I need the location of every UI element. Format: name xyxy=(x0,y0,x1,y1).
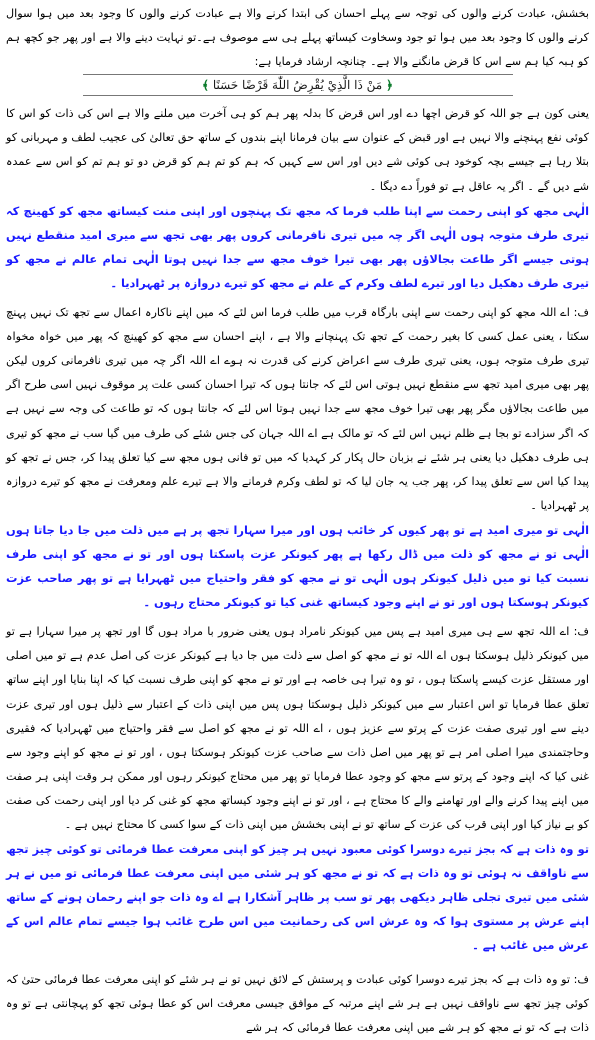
supplication-3: تو وہ ذات ہے کہ بجز تیرے دوسرا کوئی معبود نہیں ہر چیز کو اپنی معرفت عطا فرمائی تو کوئی چیز تجھ سے ناواقف نہ ہوئی تو وہ ذات ہے کہ تو نے مجھ کو ہر شئی میں اپنی معرفت عطا فرمائی تو میں نے ہر شئی میں تیری تجلی ظاہر دیکھی پھر تو سب پر ظاہر آشکارا ہے اے وہ ذات جو اپنے رحمان ہونے کے ساتھ اپنے عرش پر مستوی ہوا کہ وہ عرش اس کی رحمانیت میں اس طرح غائب ہوا جیسے تمام عالم اس کے عرش میں غائب ہے ۔ xyxy=(6,842,589,953)
verse-close-bracket: ﴾ xyxy=(201,78,209,93)
explanation-2: ف: اے اللہ تجھ سے ہی میری امید ہے پس میں کیونکر نامراد ہوں یعنی ضرور با مراد ہوں گا اور تجھ پر میرا سہارا ہے تو میں کیونکر ذلیل ہوسکتا ہوں اے اللہ تو نے مجھ کو اصل سے ذلت میں جا دیا ہے کیونکر عزت کی اصل عدم ہے تو میں اصلی اور مستقل عزت کیسے پاسکتا ہوں ، تو وہ تیرا ہی خاصہ ہے اور تو نے مجھ کو اپنی طرف نسبت کیا کہ اپنا بنایا اور اپنے ساتھ تعلق عطا فرمایا تو اس اعتبار سے میں کیونکر ذلیل ہوسکتا ہوں پس میں اپنی ذات کے اعتبار سے ذلیل ہوں اور تیری عزت دینے سے اور تیری صفت عزت کے پرتو سے عزیز ہوں ، اے اللہ تو نے مجھ کو اصل سے فقر واحتیاج میں ٹھہرادیا کہ فقیری وحاجتمندی میرا اصلی امر ہے تو پھر میں اصل ذات سے صاحب عزت کیونکر ہوسکتا ہوں ، اور تو نے مجھ کو اپنے وجود سے غنی کیا کہ اپنے وجود کے پرتو سے مجھ کو وجود عطا فرمایا تو پھر میں محتاج کیونکر رہوں اور ممکن ہر وقت اپنی ہر صفت میں اپنے پیدا کرنے والے اور تھامنے والے کا محتاج ہے ، اور تو نے اپنے وجود کیساتھ مجھ کو غنی کر دیا اور اپنی رحمت کی صفت کو بے نیاز کیا اور اپنی قرب کی عزت کے ساتھ تو نے اپنی بخشش میں اپنی ذات کے سوا کسی کا محتاج نہیں ہے ۔ xyxy=(6,625,589,831)
quran-verse xyxy=(83,74,513,96)
verse-text: مَنْ ذَا الَّذِيْ يُقْرِضُ اللّٰهَ قَرْضًا حَسَنًا xyxy=(212,78,383,93)
verse-open-bracket: ﴿ xyxy=(386,78,394,93)
explanation-1: ف: اے اللہ مجھ کو اپنی رحمت سے اپنی بارگاہ قرب میں طلب فرما اس لئے کہ میں اپنے ناکارہ اعمال سے تجھ تک نہیں پہنچ سکتا ، یعنی عمل کسی کا بغیر رحمت کے تجھ تک پہنچانے والا ہے ، اپنے احسان سے مجھ کو کھینچ کہ پھر میں خواہ مخواہ تیری طرف متوجہ ہوں، یعنی تیری طرف سے اعراض کرنے کی قدرت نہ ہوے اے اللہ اگر چہ میں تیری نافرمانی کروں لیکن پھر بھی میری امید تجھ سے منقطع نہیں ہوتی اس لئے کہ جانتا ہوں کہ تیرا احسان کسی علت پر موقوف نہیں اسی طرح اگر میں طاعت بجالاؤں مگر پھر بھی تیرا خوف مجھ سے جدا نہیں ہوتا اس لئے کہ جانتا ہوں کہ تو طاعت کی وجہ سے نہیں ہے کہ اگر سزادے تو بجا ہے ظلم نہیں اس لئے کہ تو مالک ہے اے اللہ جہان کی جس شئے کی طرف میں گیا سب نے مجھ کو تیری ہی طرف دھکیل دیا یعنی ہر شئے نے بزبان حال پکار کر کہدیا کہ میں تو فانی ہوں مجھ سے کیا تعلق پیدا کر، جس نے تجھ کو پیدا کیا اس سے تعلق پیدا کر، پھر جب یہ جان لیا کہ تو لطف وکرم فرمانے والا ہے تیرے علم ومعرفت نے مجھ کو تیرے دروازہ پر ٹھہرادیا ۔ xyxy=(6,306,589,512)
supplication-2: الٰہی تو میری امید ہے تو پھر کیوں کر خائب ہوں اور میرا سہارا تجھ پر ہے میں ذلت میں جا دیا جاتا ہوں الٰہی تو نے مجھ کو ذلت میں ڈال رکھا ہے پھر کیونکر عزت پاسکتا ہوں اور تو نے مجھ کو اپنی طرف نسبت کیا تو میں ذلیل کیونکر ہوں الٰہی تو نے مجھ کو فقر واحتیاج میں ٹھہرایا ہے تو پھر صاحب عزت کیونکر ہوسکتا ہوں اور تو نے اپنے وجود کیساتھ غنی کیا تو کیونکر محتاج رہوں ۔ xyxy=(6,522,589,610)
explanation-3: ف: تو وہ ذات ہے کہ بجز تیرے دوسرا کوئی عبادت و پرستش کے لائق نہیں تو نے ہر شئے کو اپنی معرفت عطا فرمائی حتیٰ کہ کوئی چیز تجھ سے ناواقف نہیں ہے ہر شے اپنے مرتبہ کے موافق جیسی معرفت اس کو عطا ہوئی تجھ کو پہچانتی ہے تو وہ ذات ہے کہ تو نے مجھ کو ہر شے میں اپنی معرفت عطا فرمائی کہ ہر شے xyxy=(6,972,589,1034)
paragraph-1: بخشش، عبادت کرنے والوں کی توجہ سے پہلے احسان کی ابتدا کرنے والا ہے عبادت کرنے والوں کا وجود بعد میں ہوا سوال کرنے والوں کا وجود بعد میں ہوا تو جود وسخاوت کیساتھ پہلے ہی سے موصوف ہے۔تو نہایت دینے والا ہے اور پھر جو کچھ ہم کو ہبہ کیا ہم سے اس کا قرض مانگنے والا ہے۔ چنانچہ ارشاد فرمایا ہے: xyxy=(6,7,589,69)
paragraph-2: یعنی کون ہے جو اللہ کو قرض اچھا دے اور اس قرض کا بدلہ پھر ہم کو ہی آخرت میں ملنے والا ہے اس کی ذات کو اس کا کوئی نفع پہنچنے والا نہیں ہے اور قبض کے عنوان سے بیان فرمانا اپنے بندوں کے ساتھ حق تعالیٰ کی عجیب لطف و مہربانی کو بتلا رہا ہے جیسے بچہ کوخود ہی کوئی شے دیں اور اس سے کہیں کہ ہم کو تم ہم کو قرض دو تو ہم تم کو اس سے عمدہ شے دیں گے ۔ اگر یہ عاقل ہے تو فوراً دے دیگا ۔ xyxy=(6,107,589,193)
supplication-1: الٰہی مجھ کو اپنی رحمت سے اپنا طلب فرما کہ مجھ تک پہنچوں اور اپنی منت کیساتھ مجھ کو کھینچ کہ تیری طرف متوجہ ہوں الٰہی اگر چہ میں تیری نافرمانی کروں پھر بھی تجھ سے میری امید منقطع نہیں ہوتی جیسے اگر طاعت بجالاؤں پھر بھی تیرا خوف مجھ سے جدا نہیں ہوتا الٰہی تمام عالم نے مجھ کو تیری طرف دھکیل دیا اور تیرے لطف وکرم کے علم نے مجھ کو تیرے دروازہ پر ٹھہرادیا ۔ xyxy=(6,203,589,290)
